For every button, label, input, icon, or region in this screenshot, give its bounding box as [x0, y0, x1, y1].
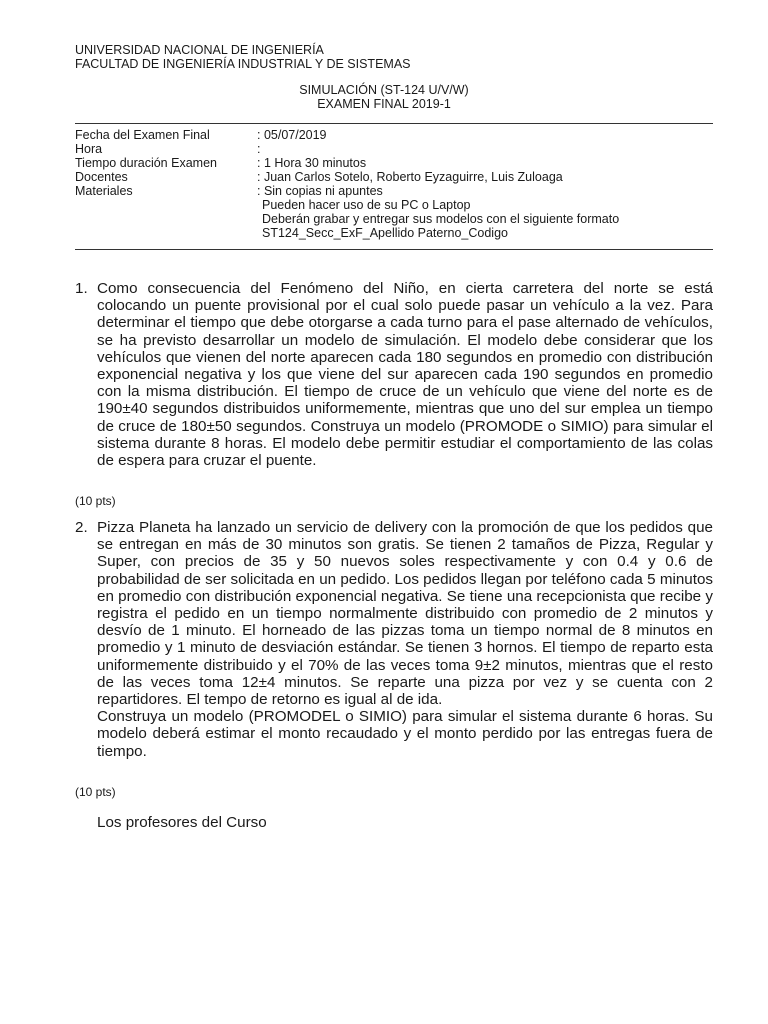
info-row-materials: [75, 184, 619, 198]
university-name: UNIVERSIDAD NACIONAL DE INGENIERÍA: [75, 43, 324, 57]
materials-note: Pueden hacer uso de su PC o Laptop: [262, 198, 471, 212]
question-text: [97, 519, 713, 760]
info-row-time: [75, 142, 619, 156]
info-value: : Sin copias ni apuntes: [257, 184, 383, 198]
info-label: Materiales: [75, 184, 133, 198]
question-paragraph: Construya un modelo (PROMODEL o SIMIO) para simular el sistema durante 6 horas. Su modelo deberá estimar el monto recaudado y el monto perdido por las entregas fuera de tiempo.: [97, 708, 713, 760]
exam-info-table: [75, 128, 619, 240]
info-value: : 05/07/2019: [257, 128, 327, 142]
info-row-duration: [75, 156, 619, 170]
question-paragraph: Como consecuencia del Fenómeno del Niño, en cierta carretera del norte se está colocando un puente provisional por el cual solo puede pasar un vehículo a la vez. Para determinar el tiempo que debe otorgarse a cada turno para el pase alternado de vehículos, se ha previsto desarrollar un modelo de simulación. El modelo debe considerar que los vehículos que vienen del norte aparecen cada 180 segundos en promedio con distribución exponencial negativa y los que viene del sur aparecen cada 190 segundos en promedio con la misma distribución. El tiempo de cruce de un vehículo que viene del norte es de 190±40 segundos distribuidos uniformemente, mientras que uno del sur emplea un tiempo de cruce de 180±50 segundos. Construya un modelo (PROMODE o SIMIO) para simular el sistema durante 8 horas. El modelo debe permitir estudiar el comportamiento de las colas de espera para cruzar el puente.: [97, 280, 713, 470]
question-text: [97, 280, 713, 469]
faculty-name: FACULTAD DE INGENIERÍA INDUSTRIAL Y DE SISTEMAS: [75, 57, 411, 71]
exam-name: EXAMEN FINAL 2019-1: [317, 97, 451, 111]
info-label: Fecha del Examen Final: [75, 128, 210, 142]
signature: Los profesores del Curso: [97, 814, 267, 831]
question-number: 2.: [75, 519, 88, 536]
top-divider: [75, 123, 713, 124]
info-value: : Juan Carlos Sotelo, Roberto Eyzaguirre, Luis Zuloaga: [257, 170, 563, 184]
question-1: [75, 280, 713, 469]
course-name: SIMULACIÓN (ST-124 U/V/W): [299, 83, 469, 97]
question-1-points: (10 pts): [75, 494, 116, 508]
question-2-points: (10 pts): [75, 785, 116, 799]
info-label: Tiempo duración Examen: [75, 156, 217, 170]
materials-note: ST124_Secc_ExF_Apellido Paterno_Codigo: [262, 226, 508, 240]
institution-header: [75, 43, 411, 71]
materials-note: Deberán grabar y entregar sus modelos con el siguiente formato: [262, 212, 620, 226]
exam-title: [0, 83, 768, 111]
info-value: :: [257, 142, 261, 156]
info-label: Docentes: [75, 170, 128, 184]
info-row-date: [75, 128, 619, 142]
info-row-teachers: [75, 170, 619, 184]
question-paragraph: Pizza Planeta ha lanzado un servicio de delivery con la promoción de que los pedidos que se entregan en más de 30 minutos son gratis. Se tienen 2 tamaños de Pizza, Regular y Super, con precios de 35 y 50 nuevos soles respectivamente y con 0.4 y 0.6 de probabilidad de ser solicitada en un pedido. Los pedidos llegan por teléfono cada 5 minutos en promedio con distribución exponencial negativa. Se tiene una recepcionista que recibe y registra el pedido en un tiempo normalmente distribuido con promedio de 2 minutos y desvío de 1 minuto. El horneado de las pizzas toma un tiempo normal de 8 minutos en promedio y 1 minuto de desviación estándar. Se tienen 3 hornos. El tiempo de reparto esta uniformemente distribuido y el 70% de las veces toma 9±2 minutos, mientras que el resto de las veces toma 12±4 minutos. Se reparte una pizza por vez y se cuenta con 2 repartidores. El tempo de retorno es igual al de ida.: [97, 519, 713, 709]
info-label: Hora: [75, 142, 103, 156]
question-2: [75, 519, 713, 760]
question-number: 1.: [75, 280, 88, 297]
info-value: : 1 Hora 30 minutos: [257, 156, 367, 170]
bottom-divider: [75, 249, 713, 250]
